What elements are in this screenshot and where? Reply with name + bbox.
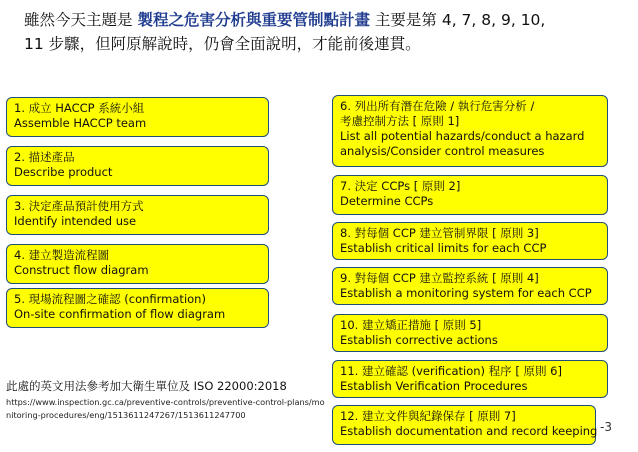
reference-url: https://www.inspection.gc.ca/preventive-controls/preventive-control-plans/monitoring-procedures/eng/1513611247267/1513611247700 xyxy=(6,397,325,420)
step-6-line4: analysis/Consider control measures xyxy=(340,144,545,158)
step-5-en: On-site confirmation of flow diagram xyxy=(14,307,226,321)
step-box-8 xyxy=(332,222,608,260)
step-8-line1: 8. 對每個 CCP 建立管制界限 [ 原則 3] xyxy=(340,226,539,240)
step-11-line1: 11. 建立確認 (verification) 程序 [ 原則 6] xyxy=(340,364,562,378)
step-2-zh: 2. 描述產品 xyxy=(14,150,75,164)
step-5-zh: 5. 現場流程圖之確認 (confirmation) xyxy=(14,292,206,306)
step-box-1 xyxy=(6,97,269,137)
step-12-line1: 12. 建立文件與紀錄保存 [ 原則 7] xyxy=(340,409,516,423)
step-3-zh: 3. 決定產品預計使用方式 xyxy=(14,199,144,213)
step-box-10 xyxy=(332,314,608,352)
step-6-line3: List all potential hazards/conduct a hazard xyxy=(340,129,585,143)
step-10-line2: Establish corrective actions xyxy=(340,333,498,347)
step-box-2 xyxy=(6,146,269,186)
step-4-en: Construct flow diagram xyxy=(14,263,149,277)
step-11-line2: Establish Verification Procedures xyxy=(340,379,528,393)
step-box-12 xyxy=(332,405,596,445)
step-1-en: Assemble HACCP team xyxy=(14,116,147,130)
step-4-zh: 4. 建立製造流程圖 xyxy=(14,248,110,262)
step-box-3 xyxy=(6,195,269,235)
reference-note xyxy=(6,378,326,422)
step-10-line1: 10. 建立矯正措施 [ 原則 5] xyxy=(340,318,482,332)
step-3-en: Identify intended use xyxy=(14,214,137,228)
header-steps-line1: 主要是第 4, 7, 8, 9, 10, xyxy=(374,11,546,29)
header-steps-line2: 11 步驟，但阿原解說時，仍會全面說明，才能前後連貫。 xyxy=(24,35,421,53)
step-box-5 xyxy=(6,288,269,328)
header-topic: 製程之危害分析與重要管制點計畫 xyxy=(137,11,370,29)
step-9-line2: Establish a monitoring system for each CCP xyxy=(340,286,592,300)
header-text xyxy=(24,8,630,56)
step-7-line1: 7. 決定 CCPs [ 原則 2] xyxy=(340,179,461,193)
step-box-7 xyxy=(332,175,608,215)
step-6-line1: 6. 列出所有潛在危險 / 執行危害分析 / xyxy=(340,99,535,113)
step-8-line2: Establish critical limits for each CCP xyxy=(340,241,547,255)
header-intro: 雖然今天主題是 xyxy=(24,11,133,29)
step-9-line1: 9. 對每個 CCP 建立監控系統 [ 原則 4] xyxy=(340,271,539,285)
step-1-zh: 1. 成立 HACCP 系統小組 xyxy=(14,101,145,115)
step-2-en: Describe product xyxy=(14,165,113,179)
step-7-line2: Determine CCPs xyxy=(340,194,434,208)
step-12-line2: Establish documentation and record keeping xyxy=(340,424,598,438)
step-box-9 xyxy=(332,267,608,305)
reference-text: 此處的英文用法參考加大衛生單位及 ISO 22000:2018 xyxy=(6,379,287,393)
step-box-6 xyxy=(332,95,608,167)
step-6-line2: 考慮控制方法 [ 原則 1] xyxy=(340,114,460,128)
step-box-4 xyxy=(6,244,269,284)
page-number: -3 xyxy=(600,420,612,434)
step-box-11 xyxy=(332,360,608,398)
